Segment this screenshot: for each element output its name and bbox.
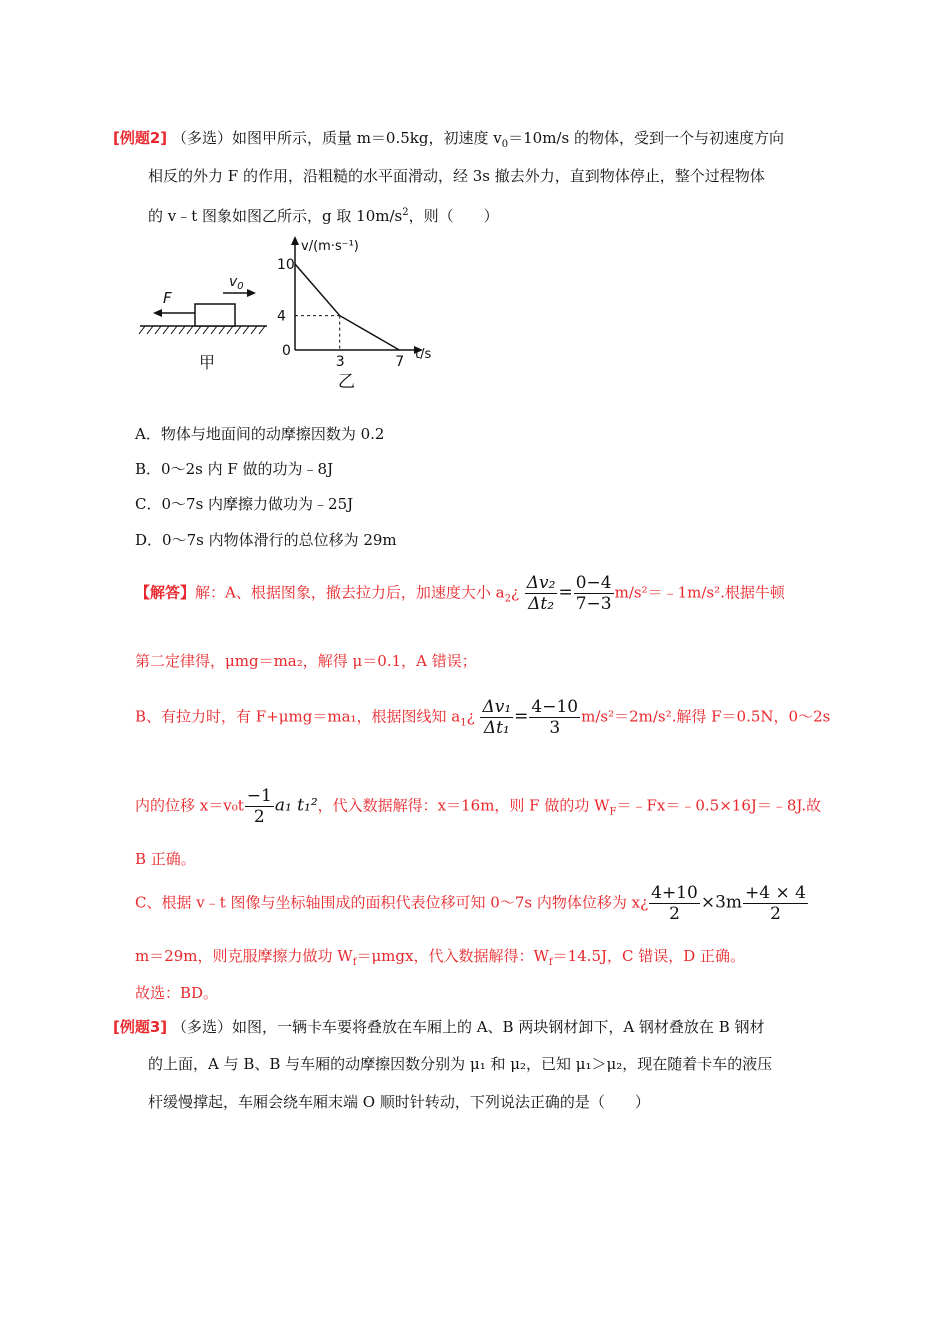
solution-line3: B、有拉力时，有 F+μmg＝ma₁，根据图线知 $a_1¿$ $\frac{\text{Δv₁}}{\text{Δt₁}}$ = $\frac{4-10}{3}$ m/s²＝2m/s².解得 F＝0.5N，0～2s — [135, 697, 831, 738]
option-d: D．0～7s 内物体滑行的总位移为 29m — [135, 531, 397, 549]
figure-jia — [135, 262, 270, 382]
fraction: $\frac{\text{Δv₁}}{\text{Δt₁}}$ — [482, 697, 512, 738]
fraction: $\frac{4+10}{2}$ — [651, 883, 698, 924]
example2-line1: [例题2] （多选）如图甲所示，质量 m＝0.5kg，初速度 $v_0=10m/s$ 的物体，受到一个与初速度方向 — [113, 129, 784, 150]
caption-jia: 甲 — [199, 353, 216, 372]
x-tick-label: 7 — [395, 354, 405, 370]
y-tick-label: 10 — [277, 257, 295, 273]
y-axis-label: v/(m·s⁻¹) — [301, 239, 359, 254]
series-line-v — [295, 264, 399, 350]
example3-line1: [例题3] （多选）如图，一辆卡车要将叠放在车厢上的 A、B 两块钢材卸下，A 钢材叠放在 B 钢材 — [113, 1018, 765, 1036]
fraction: $\frac{-1}{2}$ — [246, 786, 272, 827]
example3-line3: 杆缓慢撑起，车厢会绕车厢末端 O 顺时针转动，下列说法正确的是（ ） — [148, 1093, 650, 1111]
vt-chart — [275, 232, 445, 392]
solution-line2: 第二定律得，μmg＝ma₂，解得 μ＝0.1，A 错误； — [135, 652, 477, 670]
origin-label: 0 — [282, 343, 291, 359]
solution-line8: 故选：BD。 — [135, 984, 219, 1002]
x-axis-label: t/s — [415, 347, 432, 362]
solution-head: 【解答】 — [135, 583, 196, 602]
example3-tag: [例题3] — [113, 1018, 168, 1036]
x-tick-label: 3 — [335, 354, 345, 370]
option-b: B．0～2s 内 F 做的功为﹣8J — [135, 460, 334, 478]
block — [195, 304, 235, 326]
example2-tag: [例题2] — [113, 129, 168, 147]
example2-line3: 的 v﹣t 图象如图乙所示，g 取 $10m/s^2$，则（ ） — [148, 207, 499, 225]
option-a: A．物体与地面间的动摩擦因数为 0.2 — [135, 425, 385, 443]
option-c: C．0～7s 内摩擦力做功为﹣25J — [135, 495, 354, 513]
fraction: $\frac{\text{Δv₂}}{\text{Δt₂}}$ — [526, 573, 556, 614]
solution-line7: m＝29m，则克服摩擦力做功 $W_f=\mu mgx$，代入数据解得：$W_f=14.5J$，C 错误，D 正确。 — [135, 947, 746, 968]
fraction: $\frac{+4 \times 4}{2}$ — [745, 883, 806, 924]
v0-label: $v_0$ — [229, 274, 244, 292]
solution-line4: 内的位移 x＝v₀t $\frac{-1}{2}$ a₁ t₁²，代入数据解得：x＝16m，则 F 做的功 $W_F=﹣Fx=﹣0.5\times 16J=﹣8J$.故 — [135, 786, 822, 827]
solution-line5: B 正确。 — [135, 850, 196, 868]
caption-yi: 乙 — [338, 372, 355, 392]
force-label: F — [163, 289, 172, 307]
y-tick-label: 4 — [277, 308, 286, 325]
solution-line1: 【解答】解：A、根据图象，撤去拉力后，加速度大小 $a_2¿$ $\frac{\text{Δv₂}}{\text{Δt₂}}$ = $\frac{0-4}{7-3}$ m/s²＝﹣1m/s².根据牛顿 — [135, 573, 785, 614]
example3-line2: 的上面，A 与 B、B 与车厢的动摩擦因数分别为 μ₁ 和 μ₂，已知 μ₁＞μ₂，现在随着卡车的液压 — [148, 1055, 773, 1073]
example2-line2: 相反的外力 F 的作用，沿粗糙的水平面滑动，经 3s 撤去外力，直到物体停止，整个过程物体 — [148, 167, 765, 185]
solution-line6: C、根据 v﹣t 图像与坐标轴围成的面积代表位移可知 0～7s 内物体位移为 x¿ $\frac{4+10}{2}$ ×3m $\frac{+4 \times 4}{2}$ — [135, 883, 806, 924]
fraction: $\frac{0-4}{7-3}$ — [575, 573, 612, 614]
fraction: $\frac{4-10}{3}$ — [531, 697, 579, 738]
